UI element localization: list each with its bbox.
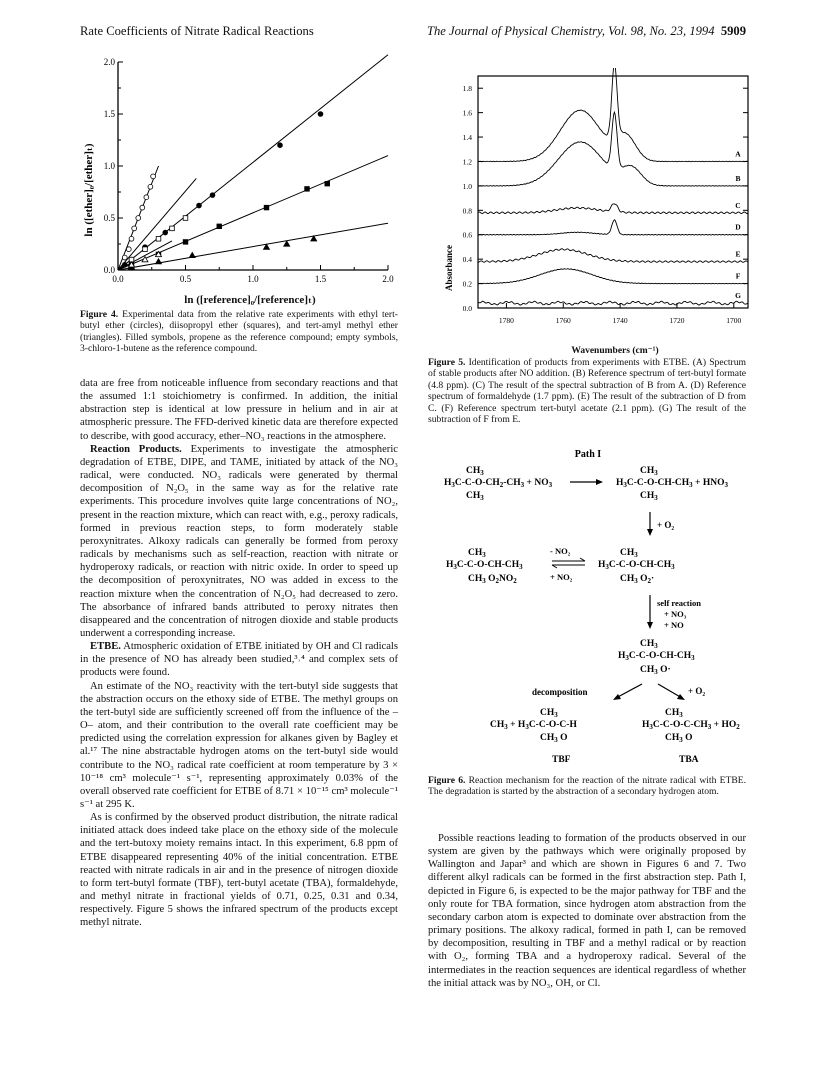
fig6-r1-ch3-bottom: $CH_3$ xyxy=(640,491,658,502)
fig4-y-tick-label: 1.5 xyxy=(103,109,115,119)
fig4-data-point xyxy=(217,224,222,229)
fig6-tbf-bottom: $CH_3$ O xyxy=(540,733,568,744)
fig4-data-point xyxy=(129,236,134,241)
para-reaction-products xyxy=(80,443,398,640)
fig4-caption-label: Figure 4. xyxy=(80,309,119,320)
fig5-trace-A xyxy=(478,68,748,162)
fig4-data-point xyxy=(183,216,188,221)
fig6-caption-label: Figure 6. xyxy=(428,775,466,786)
fig5-plot-frame xyxy=(478,76,748,308)
fig5-trace-label: C xyxy=(735,200,741,210)
fig4-x-tick-label: 0.0 xyxy=(112,274,124,284)
fig4-data-point xyxy=(156,259,162,264)
fig5-trace-label: B xyxy=(735,173,741,183)
fig6-arrow-2-head xyxy=(647,529,653,536)
fig4-data-point xyxy=(189,252,195,257)
fig4-data-point xyxy=(122,255,127,260)
fig4-data-point xyxy=(122,262,127,267)
para-product-distribution: As is confirmed by the observed product distribution, the nitrate radical initiated attack does indeed take place on the ethoxy side of the molecule and the tert-butoxy moiety remains intact. In this experiment, 6.8 ppm of ETBE disappeared representing 40% of the initial concentration. ETBE reacted with nitrate radicals in air and in the presence of nitrogen dioxide to form tert-butyl formate (TBF), tert-butyl acetate (TBA), formaldehyde, and methyl nitrate in fractional yields of 0.71, 0.25, 0.31 and 0.34, respectively. Figure 5 shows the infrared spectrum of the products except methyl nitrate. xyxy=(80,812,398,929)
fig6-plus-no3: + NO₃ xyxy=(664,609,687,619)
fig6-alkoxy-ch3-top: $CH_3$ xyxy=(640,639,658,650)
para-etbe xyxy=(80,640,398,679)
para-reaction-products-text: Experiments to investigate the atmospheric degradation of ETBE, DIPE, and TAME, initiated by attack of the NO₃ radical, were conducted. NO₃ radicals were generated by thermal decomposition of N₂O₅ in the same way as for the relative rate experiments. This procedure involves quite large concentrations of NO₂, present in the reaction mixture, which can react with, e.g., peroxy radicals, formed in previous reaction steps, to form moderately stable peroxynitrates. Alkoxy radicals can generally be formed from peroxy radicals by mechanisms such as self-reaction, reaction with nitrate or hydroperoxy radicals, or reaction with nitric oxide. In order to speed up the decomposition of peroxynitrates, NO was added in excess to the reaction mixture when the concentration of N₂O₅ had decreased to zero. The absorbance of infrared bands attributed to peroxy nitrates then disappeared and the concentration of nitrogen dioxide and stable products underwent a corresponding increase. xyxy=(80,443,398,639)
fig5-y-tick-label: 1.2 xyxy=(462,157,472,167)
fig6-tbf-ch3-top: $CH_3$ xyxy=(540,708,558,719)
fig6-o2-label-2: + O₂ xyxy=(688,686,706,696)
fig5-y-tick-label: 1.0 xyxy=(462,181,472,191)
fig6-arrow-1-head xyxy=(596,479,603,485)
fig5-x-tick-label: 1720 xyxy=(669,316,685,325)
fig4-data-point xyxy=(170,226,175,231)
fig6-plus-no: + NO xyxy=(664,620,684,630)
fig4-y-axis-label: ln ([ether]₀/[ether]ₜ) xyxy=(83,143,95,237)
fig4-data-point xyxy=(156,237,161,242)
fig6-peroxy-radical: $H_3C-C-O-CH-CH_3$ xyxy=(598,560,675,571)
fig6-tba-structure: $H_3C-C-O-C-CH_3 + HO_2$ xyxy=(642,720,740,731)
fig4-data-point xyxy=(325,181,330,186)
fig6-plus-no2: + NO₂ xyxy=(550,572,573,582)
running-header-title: Rate Coefficients of Nitrate Radical Reactions xyxy=(80,24,314,38)
fig4-data-point xyxy=(278,143,283,148)
fig5-y-tick-label: 1.4 xyxy=(462,133,472,143)
running-header-journal xyxy=(410,24,746,39)
journal-citation: The Journal of Physical Chemistry, Vol. 98, No. 23, 1994 xyxy=(426,24,715,38)
fig4-y-tick-label: 2.0 xyxy=(103,57,115,67)
fig5-y-tick-label: 1.6 xyxy=(462,108,472,118)
fig5-y-tick-label: 0.0 xyxy=(462,304,472,313)
fig6-arrow-right xyxy=(658,684,682,698)
left-column-text xyxy=(80,377,398,930)
fig5-trace-label: D xyxy=(735,222,741,232)
fig5-x-tick-label: 1740 xyxy=(612,316,628,325)
para-etbe-text: Atmospheric oxidation of ETBE initiated by OH and Cl radicals in the presence of NO has already been studied,³˒⁴ and complex sets of products were found. xyxy=(80,641,398,679)
figure-6-mechanism xyxy=(420,440,760,770)
fig6-alkyl-radical: $H_3C-C-O-CH-CH_3 + HNO_3$ xyxy=(616,478,728,489)
page-number: 5909 xyxy=(720,24,746,38)
fig4-data-point xyxy=(284,241,290,246)
fig5-x-axis-label: Wavenumbers (cm⁻¹) xyxy=(571,346,659,356)
fig4-data-point xyxy=(318,112,323,117)
fig6-etbe-ch3-bottom: $CH_3$ xyxy=(466,491,484,502)
fig6-peroxynitrate: $H_3C-C-O-CH-CH_3$ xyxy=(446,560,523,571)
fig6-tba-ch3-top: $CH_3$ xyxy=(665,708,683,719)
fig5-y-tick-label: 1.8 xyxy=(462,84,472,94)
fig4-y-tick-label: 0.5 xyxy=(103,213,115,223)
fig6-po-ch3-top: $CH_3$ xyxy=(620,548,638,559)
figure-5-caption xyxy=(428,357,746,425)
fig5-x-tick-label: 1780 xyxy=(498,316,514,325)
fig6-arrow-right-head xyxy=(677,694,685,700)
fig4-x-tick-label: 2.0 xyxy=(382,274,394,284)
fig6-etbe: $H_3C-C-O-CH_2-CH_3 + NO_3$ xyxy=(444,478,553,489)
fig6-o2-label-1: + O₂ xyxy=(657,520,675,530)
fig4-data-point xyxy=(163,230,168,235)
heading-etbe: ETBE. xyxy=(90,641,121,653)
fig6-alkoxy-bottom: $CH_3$ O· xyxy=(640,665,671,676)
fig6-arrow-left xyxy=(616,684,642,698)
fig4-data-point xyxy=(144,195,149,200)
fig6-tba-label: TBA xyxy=(679,755,699,765)
fig6-tba-bottom: $CH_3$ O xyxy=(665,733,693,744)
right-column-text xyxy=(428,832,746,990)
fig5-trace-label: A xyxy=(735,149,741,159)
fig5-trace-C xyxy=(478,204,748,214)
fig5-y-tick-label: 0.6 xyxy=(462,230,472,240)
fig5-caption-label: Figure 5. xyxy=(428,357,466,368)
fig4-data-point xyxy=(143,247,148,252)
fig6-minus-no2: - NO₂ xyxy=(550,546,571,556)
fig5-y-tick-label: 0.4 xyxy=(462,255,472,265)
para-estimate: An estimate of the NO₃ reactivity with the tert-butyl side suggests that the abstraction occurs on the ethoxy side of ETBE. The methyl groups on the tert-butyl side are sufficiently screened off from the influence of the –O– atom, and their contribution to the overall rate coefficient may be predicted using the correlation expression for alkanes given by Bagley et al.¹⁷ The nine abstractable hydrogen atoms on the tert-butyl side would contribute to the NO₃ radical rate coefficient at room temperature by 3 × 10⁻¹⁸ cm³ molecule⁻¹ s⁻¹, representing approximately 0.03% of the overall observed rate coefficient for ETBE of 8.71 × 10⁻¹⁵ cm³ molecule⁻¹ s⁻¹ at 295 K. xyxy=(80,680,398,810)
fig6-decomposition: decomposition xyxy=(532,687,588,697)
fig4-data-point xyxy=(132,226,137,231)
heading-reaction-products: Reaction Products. xyxy=(90,443,182,455)
fig4-x-tick-label: 1.5 xyxy=(314,274,327,284)
fig6-path-label: Path I xyxy=(574,449,602,460)
para-data-free: data are free from noticeable influence from secondary reactions and that the assumed 1:1 stoichiometry is confirmed. In addition, the initial abstraction step is identical at low pressure in helium and in air at atmospheric pressure. The FFD-derived kinetic data are therefore expected to describe, with good accuracy, ether–NO₃ reactions in the atmosphere. xyxy=(80,378,398,442)
para-possible-reactions: Possible reactions leading to formation of the products observed in our system are given by the pathways which were originally proposed by Wallington and Japar³ and which are shown in Figures 6 and 7. Two different alkyl radicals can be formed in the first abstraction step. Path I, depicted in Figure 6, is expected to be the major pathway for TBF and the only route for TBA formation, since hydrogen atom abstraction from the secondary carbon atom is expected to dominate over abstraction from the primary positions. The alkoxy radical, formed in path I, can be removed by decomposition, resulting in TBF and a methyl radical or by reaction with O₂, forming TBA and a hydroperoxy radical. Several of the intermediates in the reaction sequences are identical regardless of whether the initial attack was by NO₃, OH, or Cl. xyxy=(428,833,746,989)
fig4-x-axis-label: ln ([reference]₀/[reference]ₜ) xyxy=(184,294,316,306)
fig4-data-point xyxy=(197,203,202,208)
fig6-r1-ch3-top: $CH_3$ xyxy=(640,466,658,477)
fig4-data-point xyxy=(264,205,269,210)
fig5-trace-D xyxy=(478,220,748,235)
fig5-trace-G xyxy=(478,301,748,305)
fig6-pn-bottom: $CH_3$ $O_2NO_2$ xyxy=(468,574,517,585)
fig4-data-point xyxy=(136,216,141,221)
fig6-alkoxy-radical: $H_3C-C-O-CH-CH_3$ xyxy=(618,651,695,662)
fig4-caption-text: Experimental data from the relative rate experiments with ethyl tert-butyl ether (circles), diisopropyl ether (squares), and tert-amyl methyl ether (triangles). Filled symbols, propene as the reference compound; empty symbols, 3-chloro-1-butene as the reference compound. xyxy=(80,309,398,355)
fig4-y-tick-label: 0.0 xyxy=(103,265,115,275)
fig5-y-axis-label: Absorbance xyxy=(444,244,454,292)
fig5-trace-F xyxy=(478,269,748,284)
fig6-etbe-ch3-top: $CH_3$ xyxy=(466,466,484,477)
fig6-tbf-structure: $CH_3 + H_3C-C-O-C-H$ xyxy=(490,720,577,731)
fig5-trace-label: F xyxy=(735,271,741,281)
fig4-data-point xyxy=(148,184,153,189)
figure-4-caption xyxy=(80,309,398,355)
figure-4-chart xyxy=(80,50,402,310)
fig5-trace-label: G xyxy=(735,291,741,301)
fig5-trace-label: E xyxy=(735,249,741,259)
fig4-data-point xyxy=(183,240,188,245)
fig5-y-tick-label: 0.8 xyxy=(462,206,472,216)
fig6-self-reaction: self reaction xyxy=(657,598,701,608)
fig4-y-tick-label: 1.0 xyxy=(103,161,115,171)
fig4-data-point xyxy=(305,187,310,192)
fig5-x-tick-label: 1700 xyxy=(726,316,742,325)
fig5-x-tick-label: 1760 xyxy=(555,316,571,325)
fig5-y-tick-label: 0.2 xyxy=(462,279,472,289)
fig4-data-point xyxy=(140,205,145,210)
fig4-x-tick-label: 0.5 xyxy=(179,274,192,284)
fig6-tbf-label: TBF xyxy=(552,755,571,765)
fig6-pn-ch3-top: $CH_3$ xyxy=(468,548,486,559)
fig6-caption-text: Reaction mechanism for the reaction of the nitrate radical with ETBE. The degradation is started by the abstraction of a secondary hydrogen atom. xyxy=(428,775,746,798)
fig5-trace-E xyxy=(478,249,748,263)
fig4-x-tick-label: 1.0 xyxy=(247,274,259,284)
fig6-arrow-left-head xyxy=(613,694,621,700)
fig4-data-point xyxy=(151,174,156,179)
figure-5-spectrum xyxy=(440,68,760,338)
fig5-trace-B xyxy=(478,112,748,186)
fig4-data-point xyxy=(210,193,215,198)
figure-6-caption xyxy=(428,775,746,798)
fig6-arrow-3-head xyxy=(647,622,653,629)
fig6-po-bottom: $CH_3$ $O_2\cdot$ xyxy=(620,574,655,585)
fig5-caption-text: Identification of products from experiments with ETBE. (A) Spectrum of stable products after NO addition. (B) Reference spectrum of tert-butyl formate (4.8 ppm). (C) The result of the spectral subtraction of B from A. (D) Reference spectrum of formaldehyde (1.7 ppm). (E) The result of the subtraction of D from C. (F) Reference spectrum tert-butyl acetate (2.1 ppm). (G) The result of the subtraction of F from E. xyxy=(428,357,746,426)
fig4-data-point xyxy=(126,247,131,252)
